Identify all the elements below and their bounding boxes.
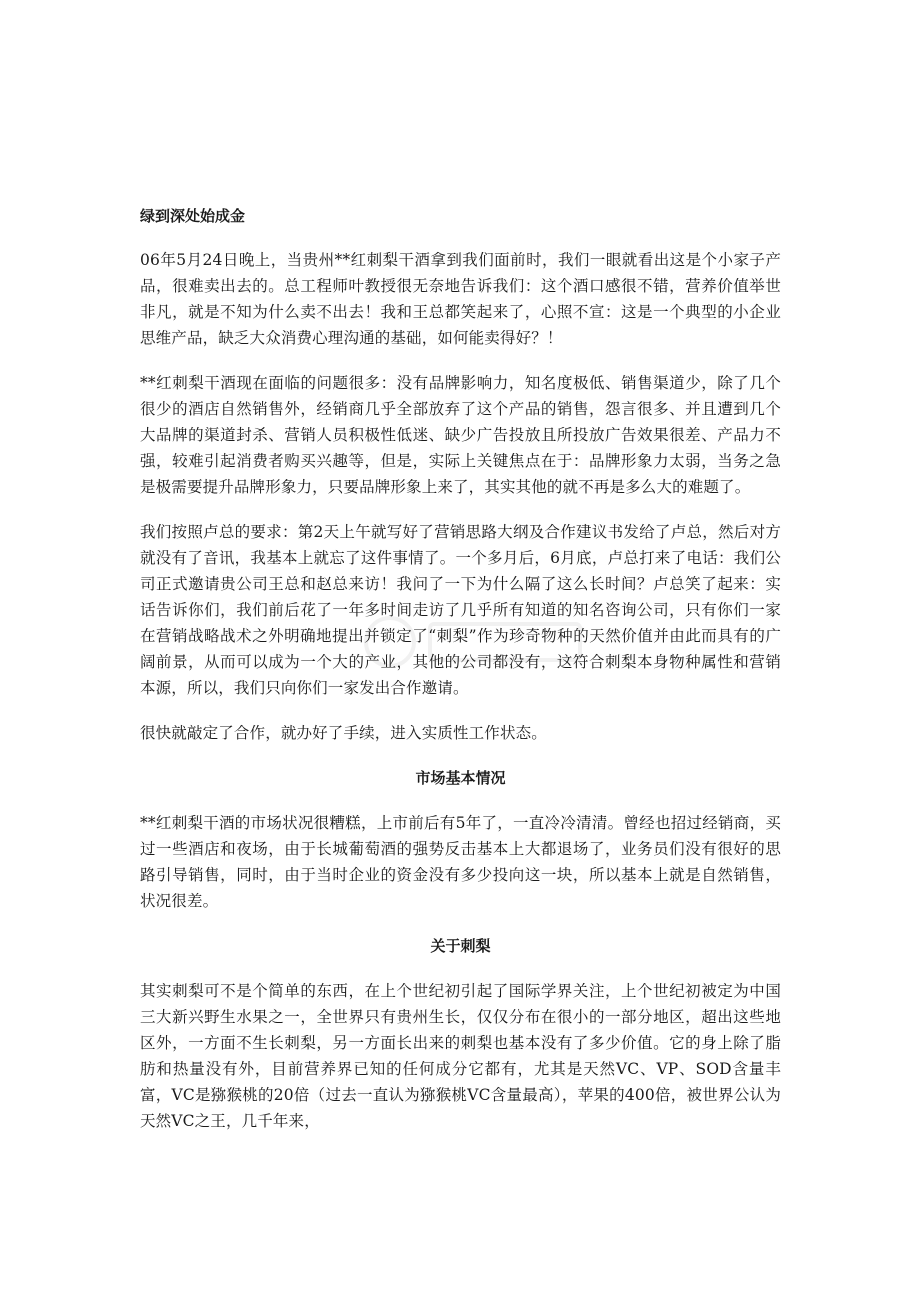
document-body bbox=[140, 203, 781, 1153]
section-heading-market: 市场基本情况 bbox=[415, 769, 506, 787]
paragraph-about: 其实刺梨可不是个简单的东西，在上个世纪初引起了国际学界关注，上个世纪初被定为中国三大新兴野生水果之一，全世界只有贵州生长，仅仅分布在很小的一部分地区，超出这些地区外，一方面不生长刺梨，另一方面长出来的刺梨也基本没有了多少价值。它的身上除了脂肪和热量没有外，目前营养界已知的任何成分它都有，尤其是天然VC、VP、SOD含量丰富，VC是猕猴桃的20倍（过去一直认为猕猴桃VC含量最高），苹果的400倍，被世界公认为天然VC之王，几千年来， bbox=[140, 982, 781, 1130]
paragraph-market: **红刺梨干酒的市场状况很糟糕，上市前后有5年了，一直冷冷清清。曾经也招过经销商，买过一些酒店和夜场，由于长城葡萄酒的强势反击基本上大都退场了，业务员们没有很好的思路引导销售，同时，由于当时企业的资金没有多少投向这一块，所以基本上就是自然销售，状况很差。 bbox=[140, 814, 781, 910]
paragraph-intro: 06年5月24日晚上，当贵州**红刺梨干酒拿到我们面前时，我们一眼就看出这是个小家子产品，很难卖出去的。总工程师叶教授很无奈地告诉我们：这个酒口感很不错，营养价值举世非凡，就是不知为什么卖不出去！我和王总都笑起来了，心照不宣：这是一个典型的小企业思维产品，缺乏大众消费心理沟通的基础，如何能卖得好？！ bbox=[140, 251, 781, 347]
paragraph-problems: **红刺梨干酒现在面临的问题很多：没有品牌影响力，知名度极低、销售渠道少，除了几个很少的酒店自然销售外，经销商几乎全部放弃了这个产品的销售，怨言很多、并且遭到几个大品牌的渠道封杀、营销人员积极性低迷、缺少广告投放且所投放广告效果很差、产品力不强，较难引起消费者购买兴趣等，但是，实际上关键焦点在于：品牌形象力太弱，当务之急是极需要提升品牌形象力，只要品牌形象上来了，其实其他的就不再是多么大的难题了。 bbox=[140, 374, 781, 496]
document-title: 绿到深处始成金 bbox=[140, 207, 246, 225]
paragraph-invitation: 我们按照卢总的要求：第2天上午就写好了营销思路大纲及合作建议书发给了卢总，然后对方就没有了音讯，我基本上就忘了这件事情了。一个多月后，6月底，卢总打来了电话：我们公司正式邀请贵公司王总和赵总来访！我问了一下为什么隔了这么长时间？卢总笑了起来：实话告诉你们，我们前后花了一年多时间走访了几乎所有知道的知名咨询公司，只有你们一家在营销战略战术之外明确地提出并锁定了“刺梨”作为珍奇物种的天然价值并由此而具有的广阔前景，从而可以成为一个大的产业，其他的公司都没有，这符合刺梨本身物种属性和营销本源，所以，我们只向你们一家发出合作邀请。 bbox=[140, 523, 781, 697]
section-heading-about: 关于刺梨 bbox=[430, 937, 491, 955]
paragraph-cooperation: 很快就敲定了合作，就办好了手续，进入实质性工作状态。 bbox=[140, 724, 547, 742]
